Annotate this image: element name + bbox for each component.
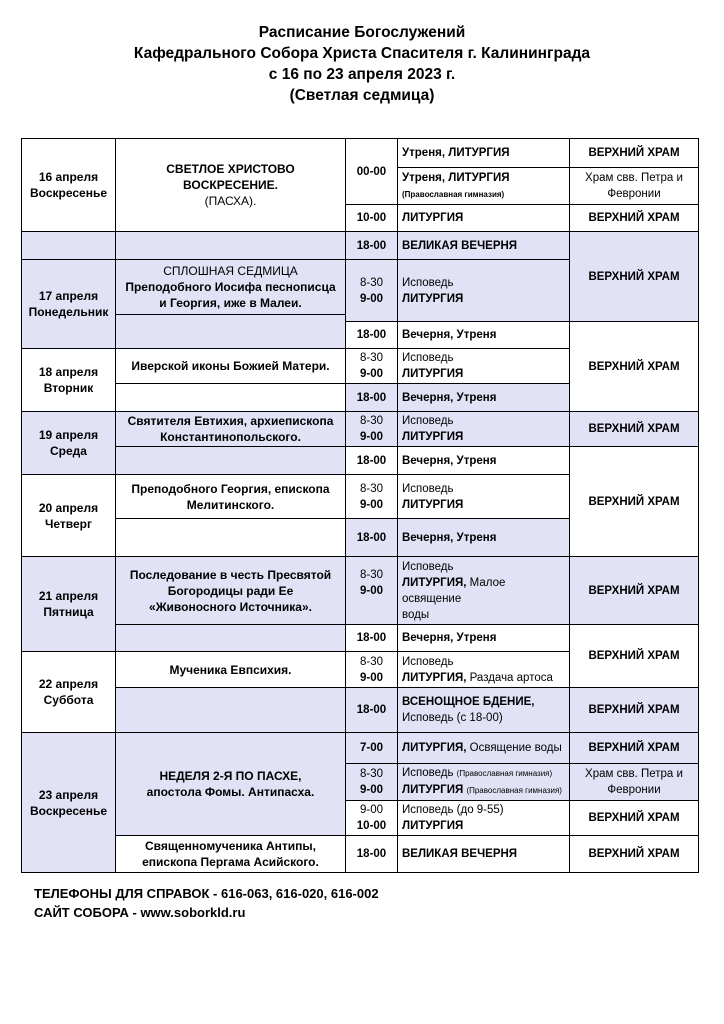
service-cell: Вечерня, Утреня [398,519,570,557]
saint-cell [116,315,346,349]
day-cell: 16 апреля Воскресенье [22,139,116,232]
service-cell: ВСЕНОЩНОЕ БДЕНИЕ, Исповедь (с 18-00) [398,688,570,733]
service-cell: Исповедь ЛИТУРГИЯ, Раздача артоса [398,652,570,688]
service-cell: Утреня, ЛИТУРГИЯ [398,139,570,168]
time-cell: 8-30 9-00 [346,412,398,447]
place-cell: ВЕРХНИЙ ХРАМ [570,232,699,322]
saint-cell: Преподобного Георгия, епископа Мелитинского. [116,475,346,519]
service-cell: Исповедь ЛИТУРГИЯ [398,349,570,384]
service-cell: ЛИТУРГИЯ [398,205,570,232]
place-cell: ВЕРХНИЙ ХРАМ [570,836,699,873]
time-cell: 8-30 9-00 [346,557,398,625]
service-cell: Вечерня, Утреня [398,384,570,412]
service-cell: Вечерня, Утреня [398,625,570,652]
saint-cell: НЕДЕЛЯ 2-Я ПО ПАСХЕ, апостола Фомы. Антипасха. [116,733,346,836]
saint-cell [116,519,346,557]
footer-phones: ТЕЛЕФОНЫ ДЛЯ СПРАВОК - 616-063, 616-020, 616-002 [34,886,379,901]
document-title [0,22,724,106]
title-line-2: Кафедрального Собора Христа Спасителя г. Калининграда [133,45,591,62]
place-cell: ВЕРХНИЙ ХРАМ [570,733,699,764]
service-cell: ВЕЛИКАЯ ВЕЧЕРНЯ [398,836,570,873]
time-cell: 8-30 9-00 [346,349,398,384]
saint-cell: Иверской иконы Божией Матери. [116,349,346,384]
service-cell: Исповедь (Православная гимназия) ЛИТУРГИЯ (Православная гимназия) [398,764,570,801]
table-row [22,625,699,652]
day-cell: 20 апреля Четверг [22,475,116,557]
saint-cell: Священномученика Антипы, епископа Пергама Асийского. [116,836,346,873]
time-cell: 8-30 9-00 [346,475,398,519]
time-cell: 18-00 [346,322,398,349]
table-row [22,447,699,475]
saint-cell [116,384,346,412]
service-cell: Исповедь ЛИТУРГИЯ [398,260,570,322]
footer-site: САЙТ СОБОРА - www.soborkld.ru [34,905,246,920]
place-cell: ВЕРХНИЙ ХРАМ [570,688,699,733]
saint-cell: Последование в честь Пресвятой Богородицы ради Ее «Живоносного Источника». [116,557,346,625]
time-cell: 9-00 10-00 [346,801,398,836]
time-cell: 7-00 [346,733,398,764]
day-cell: 21 апреля Пятница [22,557,116,652]
time-cell: 18-00 [346,384,398,412]
title-line-3: с 16 по 23 апреля 2023 г. [268,66,456,83]
time-cell: 8-30 9-00 [346,652,398,688]
time-cell: 8-30 9-00 [346,764,398,801]
service-cell: Исповедь ЛИТУРГИЯ, Малое освящение воды [398,557,570,625]
saint-cell: СПЛОШНАЯ СЕДМИЦА Преподобного Иосифа песнописца и Георгия, иже в Малеи. [116,260,346,315]
time-cell: 00-00 [346,139,398,205]
time-cell: 10-00 [346,205,398,232]
service-cell: ВЕЛИКАЯ ВЕЧЕРНЯ [398,232,570,260]
saint-cell: СВЕТЛОЕ ХРИСТОВО ВОСКРЕСЕНИЕ. (ПАСХА). [116,139,346,232]
table-row [22,836,699,873]
time-cell: 18-00 [346,688,398,733]
day-cell: 17 апреля Понедельник [22,260,116,349]
service-cell: Исповедь (до 9-55) ЛИТУРГИЯ [398,801,570,836]
place-cell: ВЕРХНИЙ ХРАМ [570,205,699,232]
table-row [22,139,699,168]
place-cell: ВЕРХНИЙ ХРАМ [570,447,699,557]
time-cell: 18-00 [346,447,398,475]
table-row [22,232,699,260]
place-cell: Храм свв. Петра и Февронии [570,764,699,801]
service-cell: Исповедь ЛИТУРГИЯ [398,475,570,519]
table-row [22,557,699,625]
place-cell: ВЕРХНИЙ ХРАМ [570,139,699,168]
day-cell: 23 апреля Воскресенье [22,733,116,873]
place-cell: ВЕРХНИЙ ХРАМ [570,322,699,412]
service-cell: Вечерня, Утреня [398,322,570,349]
saint-cell [116,232,346,260]
time-cell: 18-00 [346,519,398,557]
saint-cell [116,688,346,733]
saint-cell: Святителя Евтихия, архиепископа Константинопольского. [116,412,346,447]
table-row [22,688,699,733]
day-cell [22,232,116,260]
footer [34,884,379,922]
saint-cell [116,447,346,475]
place-cell: ВЕРХНИЙ ХРАМ [570,625,699,688]
day-cell: 18 апреля Вторник [22,349,116,412]
day-cell: 19 апреля Среда [22,412,116,475]
time-cell: 8-30 9-00 [346,260,398,322]
service-cell: Исповедь ЛИТУРГИЯ [398,412,570,447]
table-row [22,412,699,447]
place-cell: Храм свв. Петра и Февронии [570,168,699,205]
time-cell: 18-00 [346,836,398,873]
place-cell: ВЕРХНИЙ ХРАМ [570,557,699,625]
place-cell: ВЕРХНИЙ ХРАМ [570,801,699,836]
title-line-4: (Светлая седмица) [289,87,435,104]
day-cell: 22 апреля Суббота [22,652,116,733]
time-cell: 18-00 [346,232,398,260]
place-cell: ВЕРХНИЙ ХРАМ [570,412,699,447]
title-line-1: Расписание Богослужений [258,24,466,41]
saint-cell [116,625,346,652]
saint-cell: Мученика Евпсихия. [116,652,346,688]
service-cell: Утреня, ЛИТУРГИЯ (Православная гимназия) [398,168,570,205]
service-cell: ЛИТУРГИЯ, Освящение воды [398,733,570,764]
service-cell: Вечерня, Утреня [398,447,570,475]
time-cell: 18-00 [346,625,398,652]
table-row [22,733,699,764]
schedule-table [21,138,699,873]
